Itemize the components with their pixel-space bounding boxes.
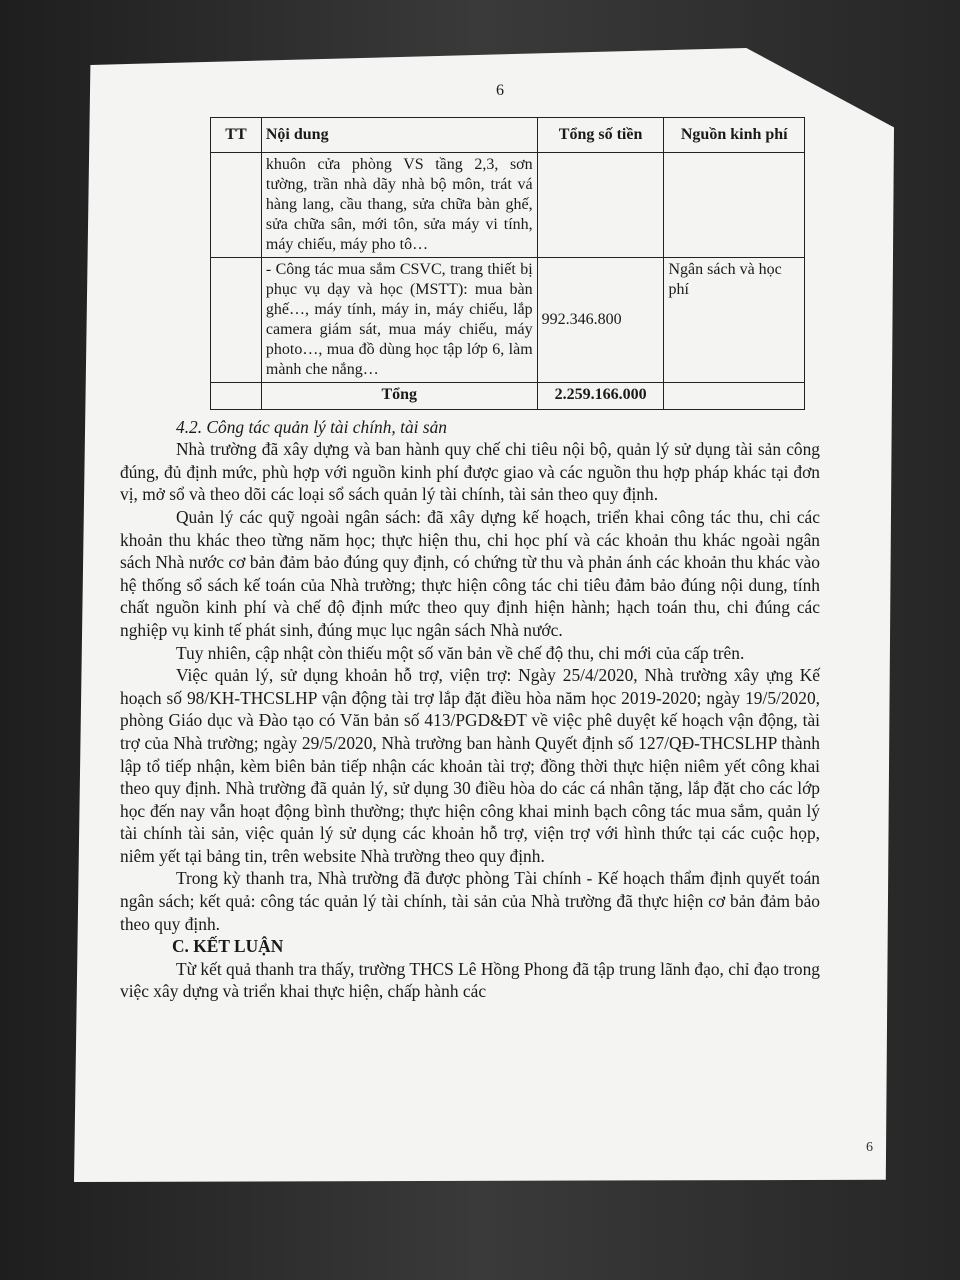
header-source: Nguồn kinh phí	[664, 117, 805, 152]
paragraph: Nhà trường đã xây dựng và ban hành quy chế chi tiêu nội bộ, quản lý sử dụng tài sản công đúng, đủ định mức, phù hợp với nguồn kinh phí được giao và các nguồn thu hợp pháp khác tại đơn vị, mở sổ và theo dõi các loại sổ sách quản lý tài chính, tài sản theo quy định.	[120, 439, 820, 505]
table-header-row	[211, 117, 805, 152]
header-tt: TT	[211, 117, 262, 152]
total-label: Tổng	[261, 382, 537, 409]
corner-mark: 6	[866, 1140, 873, 1155]
header-amount: Tổng số tiền	[537, 117, 664, 152]
page-number: 6	[496, 82, 504, 99]
cell-source: Ngân sách và học phí	[664, 257, 805, 382]
table-row	[211, 257, 805, 382]
document-page	[120, 80, 820, 1003]
cell-source	[664, 382, 805, 409]
paragraph: Quản lý các quỹ ngoài ngân sách: đã xây dựng kế hoạch, triển khai công tác thu, chi các khoản thu khác theo từng năm học; thực hiện thu, chi học phí và các khoản thu khác ngoài ngân sách Nhà nước cơ bản đảm bảo đúng quy định, có chứng từ thu và phản ánh các khoản thu khác vào hệ thống sổ sách kế toán của Nhà trường; thực hiện công tác chi tiêu đảm bảo đúng nội dung, tính chất nguồn kinh phí và chế độ định mức theo quy định hiện hành; hạch toán thu, chi đúng các nghiệp vụ kinh tế phát sinh, đúng mục lục ngân sách Nhà nước.	[120, 506, 820, 640]
total-amount: 2.259.166.000	[537, 382, 664, 409]
table-total-row	[211, 382, 805, 409]
cell-source	[664, 152, 805, 257]
cell-content: - Công tác mua sắm CSVC, trang thiết bị phục vụ dạy và học (MSTT): mua bàn ghế…, máy tính, máy in, máy chiếu, lắp camera giám sát, mua máy chiếu, máy photo…, mua đồ dùng học tập lớp 6, làm mành che nắng…	[261, 257, 537, 382]
cell-tt	[211, 152, 262, 257]
budget-table	[210, 117, 805, 410]
paragraph: Từ kết quả thanh tra thấy, trường THCS Lê Hồng Phong đã tập trung lãnh đạo, chỉ đạo trong việc xây dựng và triển khai thực hiện, chấp hành các	[120, 958, 820, 1002]
cell-amount: 992.346.800	[537, 257, 664, 382]
section-heading-4-2: 4.2. Công tác quản lý tài chính, tài sản	[176, 416, 447, 437]
header-content: Nội dung	[261, 117, 537, 152]
table-row	[211, 152, 805, 257]
paragraph: Trong kỳ thanh tra, Nhà trường đã được phòng Tài chính - Kế hoạch thẩm định quyết toán ngân sách; kết quả: công tác quản lý tài chính, tài sản của Nhà trường đã thực hiện cơ bản đảm bảo theo quy định.	[120, 868, 820, 934]
cell-amount	[537, 152, 664, 257]
paragraph: Việc quản lý, sử dụng khoản hỗ trợ, viện trợ: Ngày 25/4/2020, Nhà trường xây ựng Kế hoạch số 98/KH-THCSLHP vận động tài trợ lắp đặt điều hòa năm học 2019-2020; ngày 19/5/2020, phòng Giáo dục và Đào tạo có Văn bản số 413/PGD&ĐT về việc phê duyệt kế hoạch vận động, tài trợ của Nhà trường; ngày 29/5/2020, Nhà trường ban hành Quyết định số 127/QĐ-THCSLHP thành lập tổ tiếp nhận, kèm biên bản tiếp nhận các khoản tài trợ; đồng thời thực hiện niêm yết công khai theo quy định. Nhà trường đã quản lý, sử dụng 30 điều hòa do các cá nhân tặng, lắp đặt cho các lớp học đến nay vẫn hoạt động bình thường; thực hiện công khai minh bạch công tác mua sắm, quản lý tài chính tài sản, việc quản lý sử dụng các khoản hỗ trợ, viện trợ với hình thức tại các cuộc họp, niêm yết tại bảng tin, trên website Nhà trường theo quy định.	[120, 665, 820, 866]
cell-tt	[211, 257, 262, 382]
section-heading-c: C. KẾT LUẬN	[172, 936, 284, 957]
cell-content: khuôn cửa phòng VS tầng 2,3, sơn tường, trần nhà dãy nhà bộ môn, trát vá hàng lang, cầu thang, sửa chữa bàn ghế, sửa chữa sân, mới tôn, sửa máy vi tính, máy chiếu, máy pho tô…	[261, 152, 537, 257]
cell-tt	[211, 382, 262, 409]
paragraph: Tuy nhiên, cập nhật còn thiếu một số văn bản về chế độ thu, chi mới của cấp trên.	[176, 642, 745, 663]
